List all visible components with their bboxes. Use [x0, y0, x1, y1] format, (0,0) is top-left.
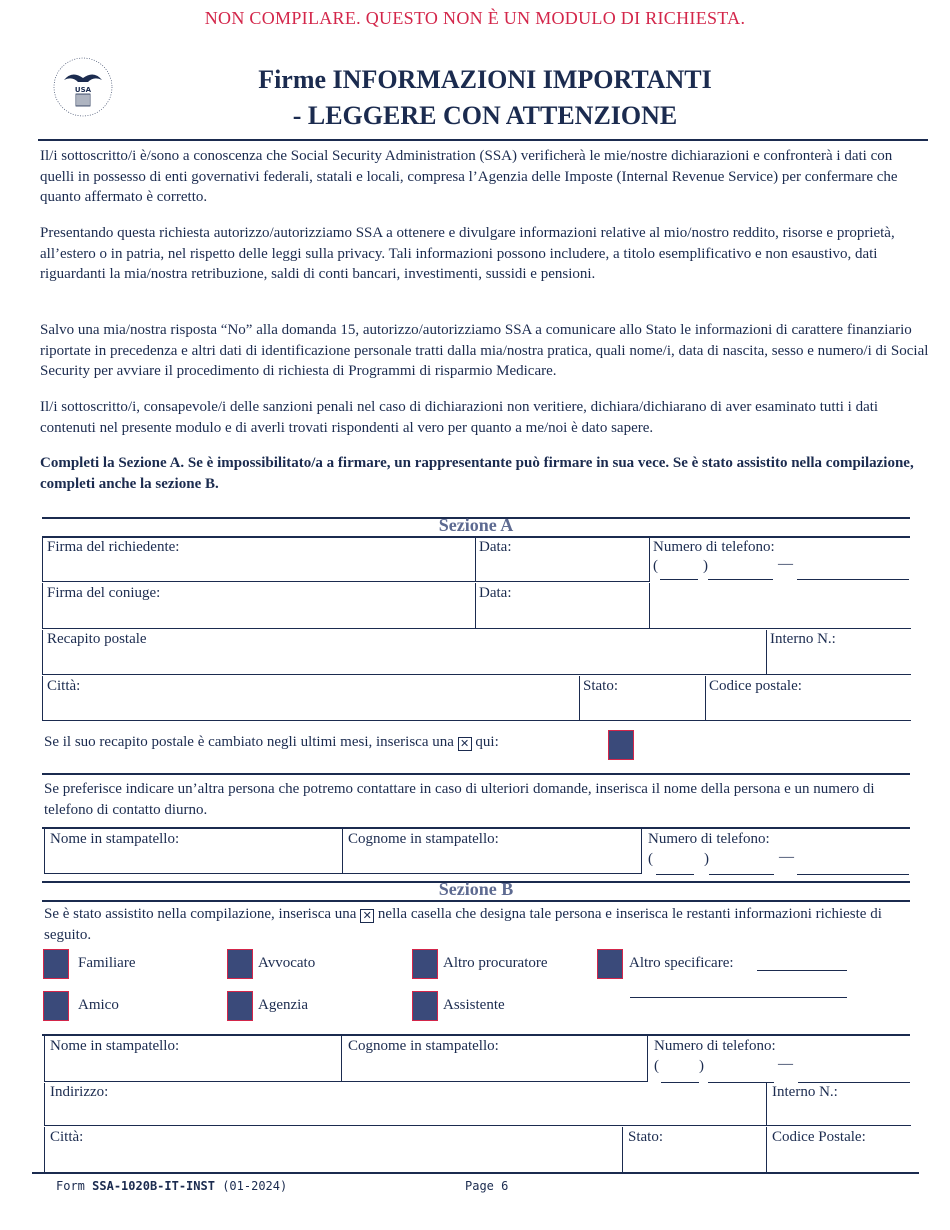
phone-prefix-blank[interactable] — [708, 579, 773, 580]
address-changed-text — [44, 734, 499, 751]
helper-first-name-field[interactable] — [44, 1036, 341, 1082]
date-label: Data: — [479, 539, 512, 555]
phone-prefix-blank[interactable] — [709, 874, 774, 875]
dash: — — [779, 849, 794, 865]
checkbox-assistente[interactable] — [412, 991, 438, 1021]
apt-label: Interno N.: — [770, 631, 836, 647]
ssa-seal-icon — [52, 56, 114, 118]
address-changed-checkbox[interactable] — [608, 730, 634, 760]
city-label: Città: — [47, 678, 81, 694]
zip-label: Codice Postale: — [772, 1129, 866, 1145]
helper-state-field[interactable] — [622, 1127, 766, 1173]
divider — [42, 773, 910, 775]
contact-last-name-field[interactable] — [342, 829, 641, 874]
paragraph-penalty: Il/i sottoscritto/i, consapevole/i delle sanzioni penali nel caso di dichiarazioni non veritiere, dichiara/dichiarano di aver esaminato tutti i dati contenuti nel presente modulo e di averli trovati rispondenti al vero per quanto a me/noi è dato sapere. — [40, 399, 879, 436]
x-checkbox-icon: ✕ — [458, 737, 472, 751]
paren-close: ) — [704, 851, 709, 867]
checkbox-altro-specificare[interactable] — [597, 949, 623, 979]
state-field[interactable] — [579, 676, 705, 721]
option-label-amico: Amico — [78, 997, 119, 1013]
helper-apt-field[interactable] — [766, 1083, 911, 1126]
contact-phone-field[interactable] — [641, 829, 911, 874]
checkbox-agenzia[interactable] — [227, 991, 253, 1021]
x-checkbox-icon: ✕ — [360, 909, 374, 923]
phone-line-blank[interactable] — [797, 874, 909, 875]
contact-note: Se preferisce indicare un’altra persona che potremo contattare in caso di ulteriori domande, inserisca il nome della persona e un numero di telefono di contatto diurno. — [44, 781, 875, 818]
apt-field[interactable] — [766, 630, 911, 675]
instruction-post: nella casella che designa tale persona e inserisca le restanti informazioni richieste di seguito. — [44, 906, 882, 943]
first-name-label: Nome in stampatello: — [50, 831, 180, 847]
section-a-title: Sezione A — [438, 515, 514, 535]
checkbox-familiare[interactable] — [43, 949, 69, 979]
instruction-pre: Se è stato assistito nella compilazione, inserisca una — [44, 906, 357, 922]
empty-cell — [649, 583, 911, 629]
helper-phone-field[interactable] — [647, 1036, 911, 1082]
area-code-blank[interactable] — [660, 579, 698, 580]
last-name-label: Cognome in stampatello: — [348, 1038, 499, 1054]
paragraph-instructions: Completi la Sezione A. Se è impossibilitato/a a firmare, un rappresentante può firmare in sua vece. Se è stato assistito nella compilazione, completi anche la sezione B. — [40, 455, 914, 492]
dash: — — [778, 1056, 793, 1072]
paragraph-authorization: Presentando questa richiesta autorizzo/autorizziamo SSA a ottenere e divulgare informazioni relative al mio/nostro reddito, risorse e proprietà, all’estero o in patria, nel rispetto delle leggi sulla privacy. Tali informazioni possono includere, a titolo esemplificativo e non esaustivo, dati riguardanti la mia/nostra retribuzione, saldi di conti bancari, investimenti, sussidi e pensioni. — [40, 225, 895, 282]
footer-divider — [32, 1172, 919, 1174]
page-title — [190, 62, 780, 134]
option-label-agenzia: Agenzia — [258, 997, 308, 1013]
apt-label: Interno N.: — [772, 1084, 838, 1100]
helper-zip-field[interactable] — [766, 1127, 911, 1173]
last-name-label: Cognome in stampatello: — [348, 831, 499, 847]
section-b-title: Sezione B — [438, 879, 514, 899]
paren-close: ) — [703, 558, 708, 574]
first-name-label: Nome in stampatello: — [50, 1038, 180, 1054]
address-label: Indirizzo: — [50, 1084, 109, 1100]
option-label-altro-specificare: Altro specificare: — [629, 955, 734, 971]
state-label: Stato: — [583, 678, 619, 694]
spouse-signature-label: Firma del coniuge: — [47, 585, 161, 601]
option-label-altro-procuratore: Altro procuratore — [443, 955, 548, 971]
mailing-address-field[interactable] — [42, 630, 766, 675]
applicant-phone-field[interactable] — [649, 537, 911, 582]
city-field[interactable] — [42, 676, 579, 721]
paren-close: ) — [699, 1058, 704, 1074]
do-not-fill-warning: NON COMPILARE. QUESTO NON È UN MODULO DI RICHIESTA. — [204, 8, 746, 28]
date-label: Data: — [479, 585, 512, 601]
applicant-signature-label: Firma del richiedente: — [47, 539, 180, 555]
form-id: SSA-1020B-IT-INST — [92, 1179, 215, 1193]
contact-first-name-field[interactable] — [44, 829, 342, 874]
header-divider — [38, 139, 928, 141]
paren-open: ( — [648, 851, 653, 867]
area-code-blank[interactable] — [656, 874, 694, 875]
helper-city-field[interactable] — [44, 1127, 622, 1173]
spouse-date-field[interactable] — [475, 583, 649, 629]
svg-text:USA: USA — [74, 86, 92, 94]
mailing-address-label: Recapito postale — [47, 631, 147, 647]
form-date: (01-2024) — [222, 1179, 288, 1193]
phone-line-blank[interactable] — [797, 579, 909, 580]
helper-address-field[interactable] — [44, 1083, 766, 1126]
paragraph-verification: Il/i sottoscritto/i è/sono a conoscenza che Social Security Administration (SSA) verificherà le mie/nostre dichiarazioni e confronterà i dati con quelli in possesso di enti governativi federali, statali e locali, compresa l’Agenzia delle Imposte (Internal Revenue Service) per confermare che quanto affermato è corretto. — [40, 148, 898, 205]
form-identifier — [56, 1179, 287, 1193]
page-number: Page 6 — [465, 1179, 509, 1193]
zip-field[interactable] — [705, 676, 911, 721]
paren-open: ( — [654, 1058, 659, 1074]
paragraph-state-sharing: Salvo una mia/nostra risposta “No” alla domanda 15, autorizzo/autorizziamo SSA a comunicare allo Stato le informazioni di carattere finanziario riportate in precedenza e altri dati di identificazione personale tratti dalla mia/nostra pratica, quali nome/i, data di nascita, sesso e numero/i di Social Security per avviare il procedimento di richiesta di Programmi di risparmio Medicare. — [40, 322, 929, 379]
zip-label: Codice postale: — [709, 678, 802, 694]
title-line-2: - LEGGERE CON ATTENZIONE — [292, 101, 678, 130]
applicant-date-field[interactable] — [475, 537, 649, 582]
checkbox-amico[interactable] — [43, 991, 69, 1021]
dash: — — [778, 556, 793, 572]
checkbox-altro-procuratore[interactable] — [412, 949, 438, 979]
phone-label: Numero di telefono: — [653, 539, 775, 555]
form-prefix: Form — [56, 1179, 85, 1193]
phone-label: Numero di telefono: — [648, 831, 770, 847]
title-line-1: Firme INFORMAZIONI IMPORTANTI — [258, 65, 712, 94]
paren-open: ( — [653, 558, 658, 574]
address-changed-label: Se il suo recapito postale è cambiato negli ultimi mesi, inserisca una — [44, 734, 454, 750]
option-label-avvocato: Avvocato — [258, 955, 316, 971]
section-b-instruction — [44, 904, 904, 945]
city-label: Città: — [50, 1129, 84, 1145]
divider — [42, 900, 910, 902]
helper-last-name-field[interactable] — [341, 1036, 647, 1082]
state-label: Stato: — [628, 1129, 664, 1145]
option-label-assistente: Assistente — [443, 997, 505, 1013]
other-specify-blank-2[interactable] — [630, 997, 847, 998]
checkbox-avvocato[interactable] — [227, 949, 253, 979]
spouse-signature-field[interactable] — [42, 583, 475, 629]
other-specify-blank-1[interactable] — [757, 970, 847, 971]
applicant-signature-field[interactable] — [42, 537, 475, 582]
phone-label: Numero di telefono: — [654, 1038, 776, 1054]
option-label-familiare: Familiare — [78, 955, 136, 971]
address-changed-label-post: qui: — [475, 734, 499, 750]
